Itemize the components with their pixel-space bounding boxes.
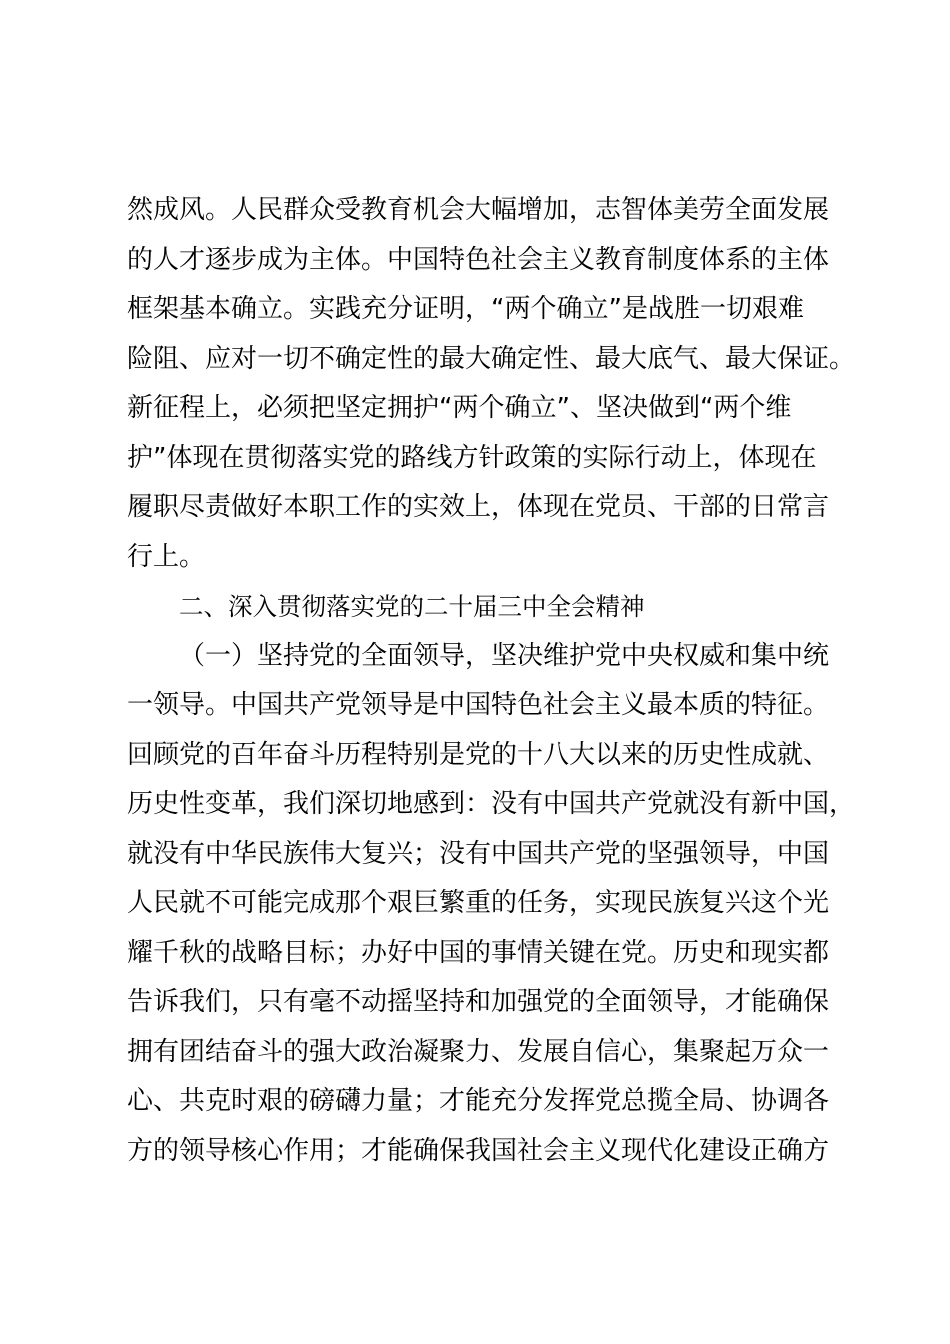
text-line: 一领导。中国共产党领导是中国特色社会主义最本质的特征。 [127, 690, 830, 720]
text-line: 心、共克时艰的磅礴力量；才能充分发挥党总揽全局、协调各 [127, 1086, 830, 1116]
text-line: 就没有中华民族伟大复兴；没有中国共产党的坚强领导，中国 [127, 838, 830, 869]
text-line: 框架基本确立。实践充分证明，“两个确立”是战胜一切艰难 [127, 294, 804, 324]
text-line: 行上。 [127, 541, 206, 572]
text-line: 的人才逐步成为主体。中国特色社会主义教育制度体系的主体 [127, 244, 830, 275]
text-line: 历史性变革，我们深切地感到：没有中国共产党就没有新中国， [127, 789, 856, 819]
text-line: 告诉我们，只有毫不动摇坚持和加强党的全面领导，才能确保 [127, 987, 830, 1017]
document-body [127, 186, 856, 1176]
text-line: （一）坚持党的全面领导，坚决维护党中央权威和集中统 [179, 640, 830, 671]
text-line: 然成风。人民群众受教育机会大幅增加，志智体美劳全面发展 [127, 195, 830, 225]
text-line: 耀千秋的战略目标；办好中国的事情关键在党。历史和现实都 [127, 937, 830, 968]
text-line: 方的领导核心作用；才能确保我国社会主义现代化建设正确方 [127, 1135, 830, 1166]
text-line: 履职尽责做好本职工作的实效上，体现在党员、干部的日常言 [127, 492, 830, 522]
continuation-paragraph [127, 186, 856, 582]
text-line: 回顾党的百年奋斗历程特别是党的十八大以来的历史性成就、 [127, 739, 830, 770]
subsection-paragraph [127, 632, 856, 1177]
text-line: 拥有团结奋斗的强大政治凝聚力、发展自信心，集聚起万众一 [127, 1036, 830, 1067]
section-heading: 二、深入贯彻落实党的二十届三中全会精神 [179, 592, 645, 621]
text-line: 人民就不可能完成那个艰巨繁重的任务，实现民族复兴这个光 [127, 888, 830, 918]
text-line: 新征程上，必须把坚定拥护“两个确立”、坚决做到“两个维 [127, 393, 792, 423]
text-line: 险阻、应对一切不确定性的最大确定性、最大底气、最大保证。 [127, 343, 856, 374]
text-line: 护”体现在贯彻落实党的路线方针政策的实际行动上，体现在 [127, 442, 817, 473]
